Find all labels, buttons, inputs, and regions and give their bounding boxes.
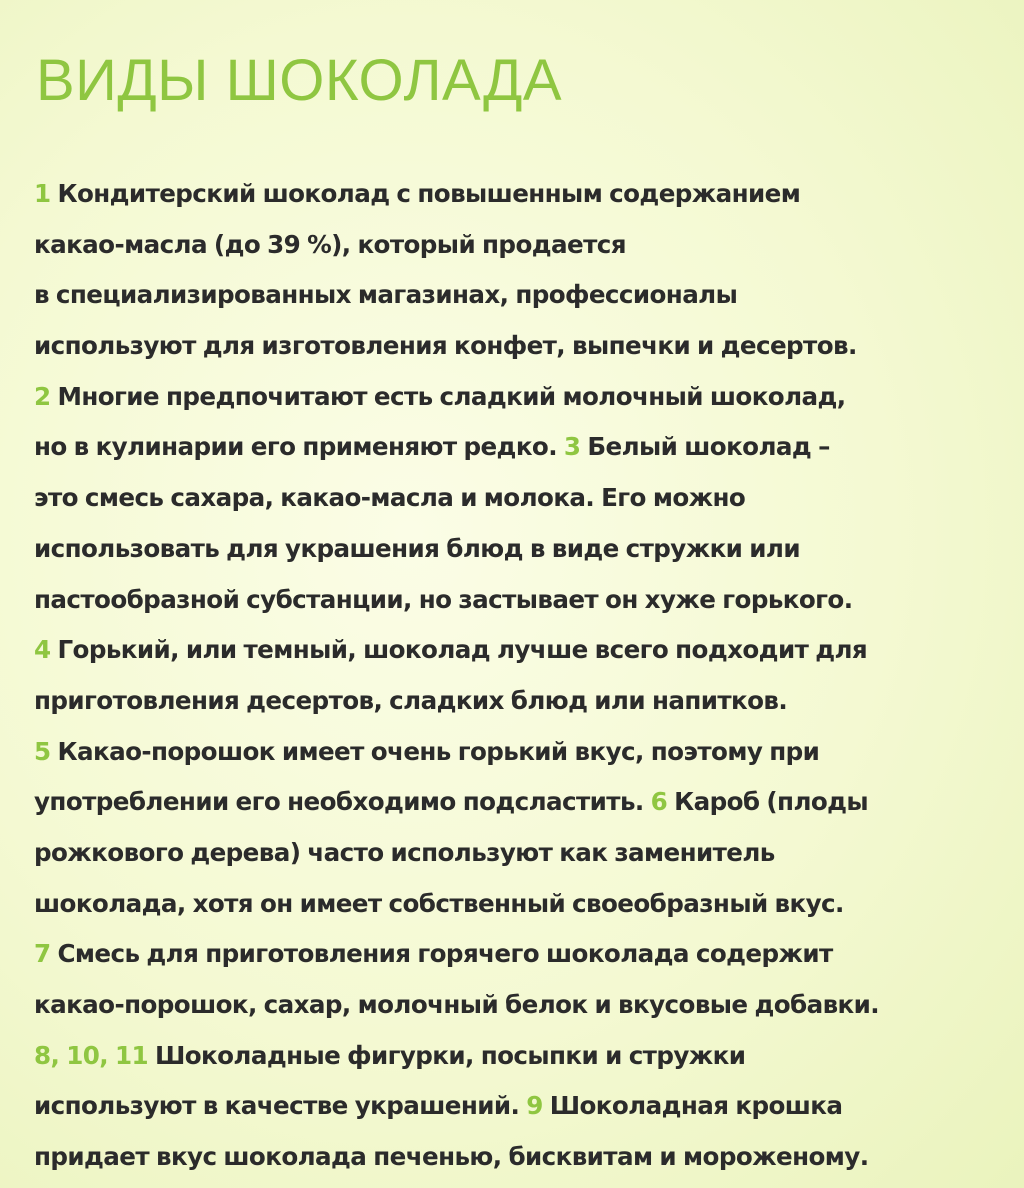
text-line bbox=[34, 625, 994, 676]
item-number: 1 bbox=[34, 179, 51, 208]
line-text: используют в качестве украшений. bbox=[34, 1091, 527, 1121]
page-title: ВИДЫ ШОКОЛАДА bbox=[36, 48, 563, 113]
line-text: придает вкус шоколада печенью, бисквитам и мороженому. bbox=[34, 1142, 869, 1172]
line-text: но в кулинарии его применяют редко. bbox=[34, 432, 564, 462]
line-text: Горький, или темный, шоколад лучше всего подходит для bbox=[50, 635, 868, 665]
text-line bbox=[34, 980, 994, 1031]
text-line bbox=[34, 879, 994, 930]
item-number: 8, 10, 11 bbox=[34, 1040, 148, 1070]
line-text: Многие предпочитают есть сладкий молочный шоколад, bbox=[50, 381, 846, 411]
text-line bbox=[34, 169, 994, 220]
text-body bbox=[34, 169, 994, 1183]
item-number: 2 bbox=[34, 381, 51, 411]
line-text: Кароб (плоды bbox=[667, 787, 869, 817]
line-text: Шоколадные фигурки, посыпки и стружки bbox=[147, 1040, 746, 1070]
item-number: 7 bbox=[34, 939, 51, 969]
line-text: Смесь для приготовления горячего шоколада содержит bbox=[50, 939, 833, 969]
text-line bbox=[34, 524, 994, 575]
text-line bbox=[34, 372, 994, 423]
line-text: какао-масла (до 39 %), который продается bbox=[34, 229, 626, 259]
line-text: Шоколадная крошка bbox=[542, 1091, 843, 1121]
line-text: Кондитерский шоколад с повышенным содержанием bbox=[50, 179, 801, 208]
line-text: какао-порошок, сахар, молочный белок и вкусовые добавки. bbox=[34, 990, 880, 1019]
item-number: 3 bbox=[563, 432, 581, 462]
line-text: Какао-порошок имеет очень горький вкус, поэтому при bbox=[50, 736, 820, 766]
line-text: Белый шоколад – bbox=[580, 432, 830, 462]
line-text: используют для изготовления конфет, выпечки и десертов. bbox=[34, 331, 857, 361]
text-line bbox=[34, 929, 994, 980]
item-number: 6 bbox=[650, 787, 668, 817]
text-line bbox=[34, 828, 994, 879]
line-text: пастообразной субстанции, но застывает он хуже горького. bbox=[34, 584, 853, 614]
text-line bbox=[34, 676, 994, 727]
text-line bbox=[34, 1031, 994, 1082]
text-line bbox=[34, 1132, 994, 1183]
line-text: это смесь сахара, какао-масла и молока. Его можно bbox=[34, 483, 746, 513]
item-number: 4 bbox=[34, 635, 51, 665]
line-text: употреблении его необходимо подсластить. bbox=[34, 787, 651, 817]
line-text: использовать для украшения блюд в виде стружки или bbox=[34, 533, 800, 563]
text-line bbox=[34, 575, 994, 626]
text-line bbox=[34, 321, 994, 372]
item-number: 5 bbox=[34, 736, 51, 766]
item-number: 9 bbox=[526, 1091, 543, 1121]
line-text: шоколада, хотя он имеет собственный своеобразный вкус. bbox=[34, 888, 844, 918]
line-text: в специализированных магазинах, профессионалы bbox=[34, 280, 738, 310]
text-line bbox=[34, 473, 994, 524]
line-text: рожкового дерева) часто используют как заменитель bbox=[34, 837, 775, 867]
text-line bbox=[34, 422, 994, 473]
text-line bbox=[34, 777, 994, 828]
text-line bbox=[34, 220, 994, 271]
text-line bbox=[34, 727, 994, 778]
line-text: приготовления десертов, сладких блюд или напитков. bbox=[34, 685, 788, 715]
text-line bbox=[34, 270, 994, 321]
text-line bbox=[34, 1081, 994, 1132]
